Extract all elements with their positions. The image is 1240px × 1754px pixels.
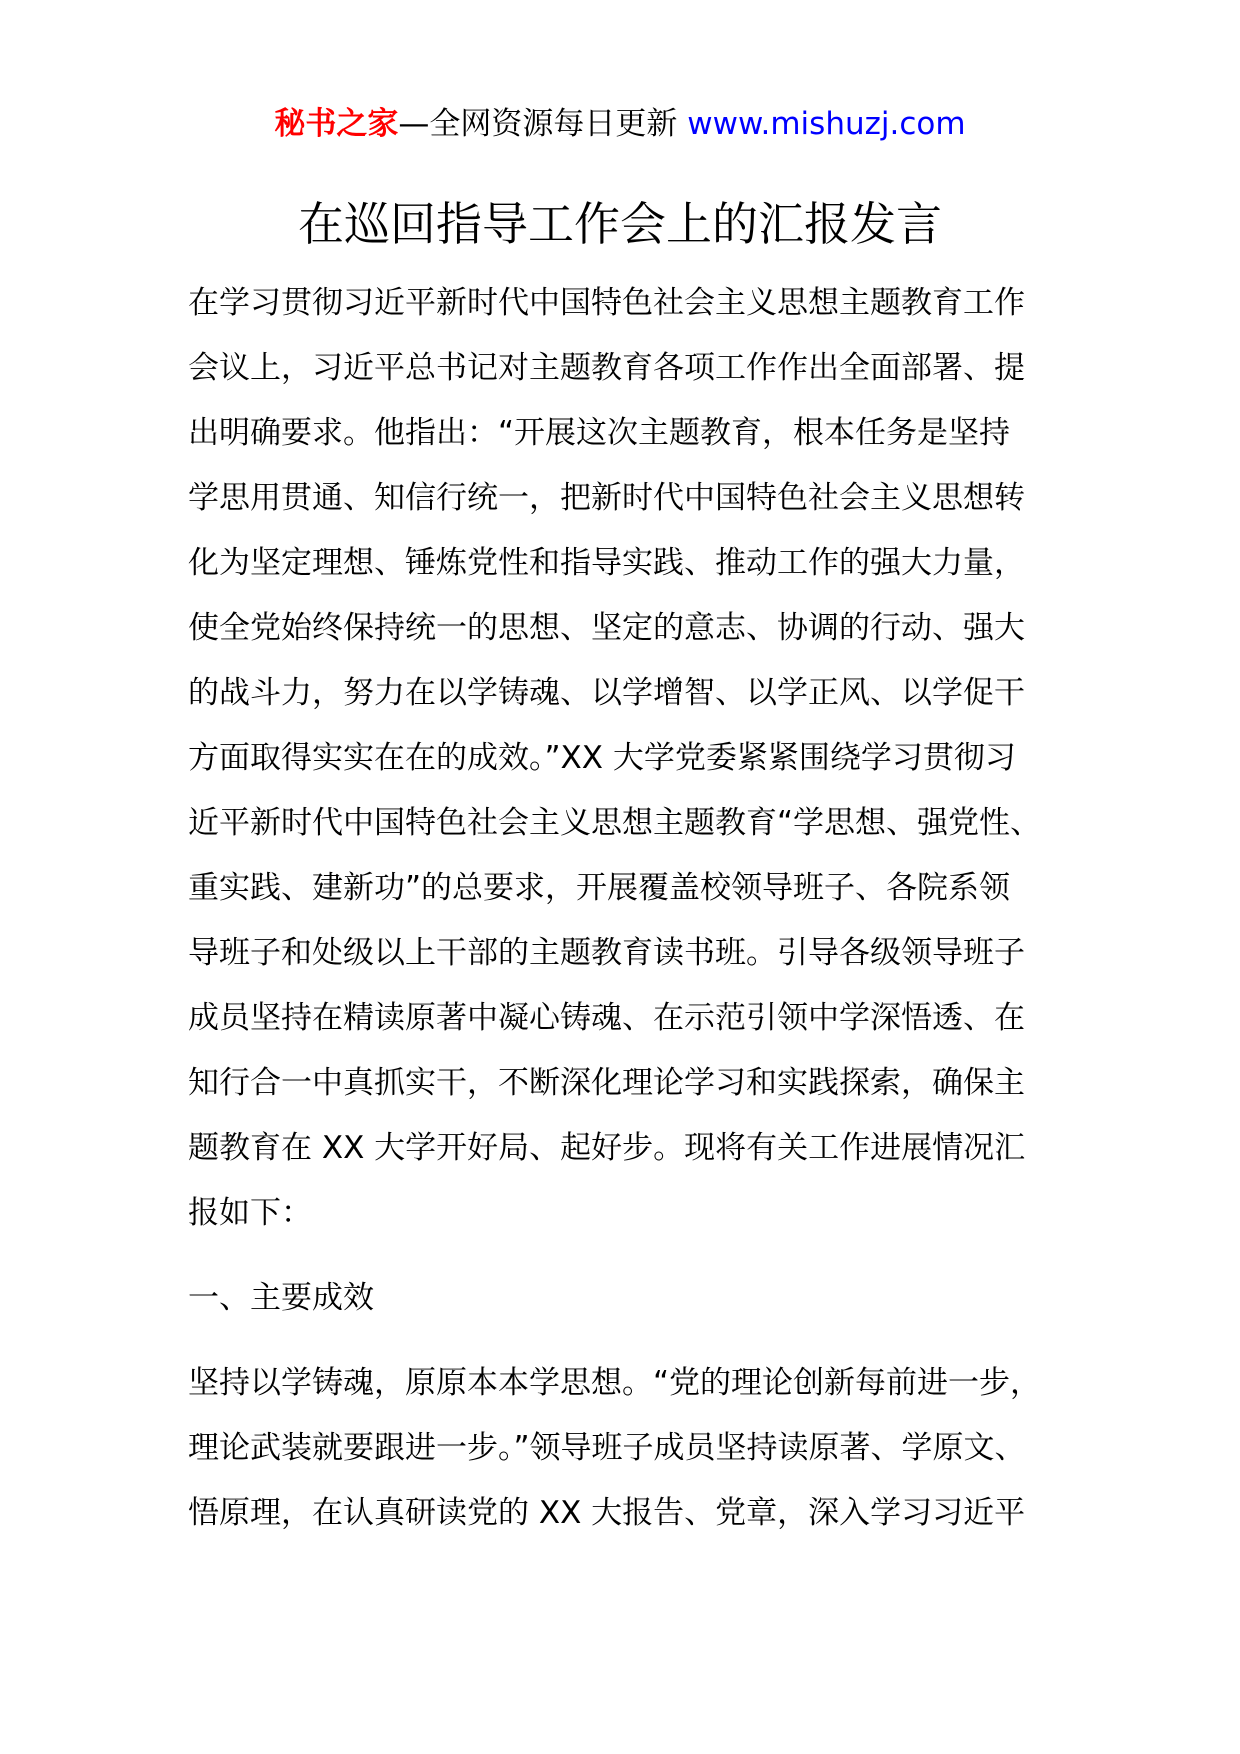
section-paragraph	[188, 1351, 1068, 1546]
document-title: 在巡回指导工作会上的汇报发言	[298, 197, 942, 251]
paragraph-gap	[188, 1246, 1068, 1266]
text-line: 重实践、建新功”的总要求，开展覆盖校领导班子、各院系领	[188, 870, 1011, 906]
paragraph-gap	[188, 1331, 1068, 1351]
text-line: 知行合一中真抓实干，不断深化理论学习和实践探索，确保主	[188, 1065, 1025, 1101]
text-line: 理论武装就要跟进一步。”领导班子成员坚持读原著、学原文、	[188, 1430, 1026, 1466]
text-line: 悟原理，在认真研读党的 XX 大报告、党章，深入学习习近平	[188, 1495, 1026, 1531]
text-line: 出明确要求。他指出：“开展这次主题教育，根本任务是坚持	[188, 415, 1011, 451]
text-line: 题教育在 XX 大学开好局、起好步。现将有关工作进展情况汇	[188, 1130, 1026, 1166]
text-line: 在学习贯彻习近平新时代中国特色社会主义思想主题教育工作	[188, 285, 1025, 321]
site-header	[0, 104, 1240, 144]
document-body	[188, 271, 1068, 1546]
text-line: 成员坚持在精读原著中凝心铸魂、在示范引领中学深悟透、在	[188, 1000, 1025, 1036]
text-line: 导班子和处级以上干部的主题教育读书班。引导各级领导班子	[188, 935, 1025, 971]
text-line: 化为坚定理想、锤炼党性和指导实践、推动工作的强大力量，	[188, 545, 1025, 581]
site-url-link[interactable]: www.mishuzj.com	[687, 106, 966, 142]
intro-paragraph	[188, 271, 1068, 1246]
brand-name: 秘书之家	[274, 106, 399, 142]
text-line: 学思用贯通、知信行统一，把新时代中国特色社会主义思想转	[188, 480, 1025, 516]
header-slogan: —全网资源每日更新	[398, 106, 688, 142]
text-line: 使全党始终保持统一的思想、坚定的意志、协调的行动、强大	[188, 610, 1025, 646]
text-line: 报如下：	[188, 1195, 312, 1231]
text-line: 会议上，习近平总书记对主题教育各项工作作出全面部署、提	[188, 350, 1025, 386]
text-line: 方面取得实实在在的成效。”XX 大学党委紧紧围绕学习贯彻习	[188, 740, 1016, 776]
section-heading: 一、主要成效	[188, 1280, 374, 1316]
text-line: 的战斗力，努力在以学铸魂、以学增智、以学正风、以学促干	[188, 675, 1025, 711]
text-line: 近平新时代中国特色社会主义思想主题教育“学思想、强党性、	[188, 805, 1042, 841]
text-line: 坚持以学铸魂，原原本本学思想。“党的理论创新每前进一步，	[188, 1365, 1042, 1401]
